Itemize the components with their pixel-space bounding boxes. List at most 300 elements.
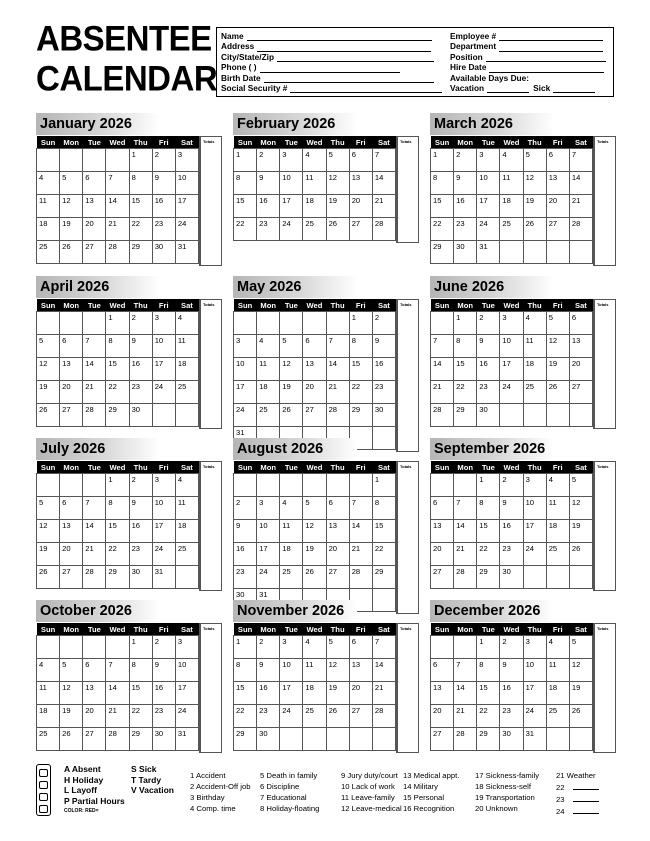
day-cell[interactable] [83, 312, 106, 335]
day-cell[interactable]: 30 [477, 404, 500, 427]
day-cell[interactable]: 29 [477, 728, 500, 751]
day-cell[interactable]: 3 [234, 335, 257, 358]
day-cell[interactable]: 26 [37, 404, 60, 427]
day-cell[interactable]: 23 [129, 381, 152, 404]
day-cell[interactable]: 7 [454, 659, 477, 682]
day-cell[interactable]: 29 [129, 728, 152, 751]
day-cell[interactable]: 7 [372, 149, 395, 172]
day-cell[interactable]: 9 [500, 659, 523, 682]
day-cell[interactable] [152, 404, 175, 427]
day-cell[interactable]: 19 [303, 543, 326, 566]
day-cell[interactable]: 21 [349, 543, 372, 566]
day-cell[interactable] [234, 474, 257, 497]
day-cell[interactable]: 7 [454, 497, 477, 520]
day-cell[interactable]: 31 [175, 241, 198, 264]
day-cell[interactable]: 22 [234, 705, 257, 728]
reason-blank-field[interactable] [573, 781, 599, 790]
day-cell[interactable]: 21 [454, 543, 477, 566]
day-cell[interactable]: 5 [37, 497, 60, 520]
day-cell[interactable]: 3 [152, 474, 175, 497]
day-cell[interactable]: 28 [454, 566, 477, 589]
day-cell[interactable]: 12 [303, 520, 326, 543]
birth-date-field[interactable] [264, 74, 434, 83]
day-cell[interactable]: 2 [372, 312, 395, 335]
day-cell[interactable]: 20 [431, 705, 454, 728]
day-cell[interactable]: 20 [349, 195, 372, 218]
day-cell[interactable]: 25 [523, 381, 546, 404]
day-cell[interactable]: 9 [129, 335, 152, 358]
day-cell[interactable]: 14 [106, 195, 129, 218]
day-cell[interactable]: 1 [349, 312, 372, 335]
day-cell[interactable]: 25 [175, 381, 198, 404]
day-cell[interactable]: 5 [326, 636, 349, 659]
day-cell[interactable] [523, 566, 546, 589]
day-cell[interactable]: 22 [349, 381, 372, 404]
day-cell[interactable]: 20 [569, 358, 592, 381]
day-cell[interactable]: 15 [477, 520, 500, 543]
day-cell[interactable]: 30 [152, 728, 175, 751]
day-cell[interactable]: 11 [175, 335, 198, 358]
day-cell[interactable]: 23 [500, 705, 523, 728]
day-cell[interactable]: 2 [152, 636, 175, 659]
day-cell[interactable]: 19 [280, 381, 303, 404]
day-cell[interactable]: 13 [83, 682, 106, 705]
day-cell[interactable] [60, 149, 83, 172]
day-cell[interactable]: 30 [152, 241, 175, 264]
day-cell[interactable] [303, 728, 326, 751]
day-cell[interactable]: 23 [234, 566, 257, 589]
day-cell[interactable]: 2 [454, 149, 477, 172]
day-cell[interactable]: 29 [129, 241, 152, 264]
day-cell[interactable]: 1 [372, 474, 395, 497]
day-cell[interactable]: 22 [106, 543, 129, 566]
day-cell[interactable]: 21 [106, 218, 129, 241]
day-cell[interactable]: 21 [569, 195, 592, 218]
day-cell[interactable]: 19 [326, 682, 349, 705]
day-cell[interactable]: 3 [523, 474, 546, 497]
day-cell[interactable]: 4 [303, 149, 326, 172]
day-cell[interactable]: 24 [175, 705, 198, 728]
day-cell[interactable]: 13 [431, 520, 454, 543]
day-cell[interactable]: 30 [234, 589, 257, 612]
day-cell[interactable]: 10 [523, 497, 546, 520]
day-cell[interactable]: 22 [129, 218, 152, 241]
day-cell[interactable]: 17 [477, 195, 500, 218]
day-cell[interactable]: 16 [454, 195, 477, 218]
day-cell[interactable]: 19 [569, 682, 592, 705]
day-cell[interactable]: 10 [477, 172, 500, 195]
day-cell[interactable]: 28 [372, 218, 395, 241]
day-cell[interactable]: 25 [546, 543, 569, 566]
day-cell[interactable]: 30 [129, 404, 152, 427]
day-cell[interactable]: 11 [175, 497, 198, 520]
day-cell[interactable]: 19 [569, 520, 592, 543]
day-cell[interactable]: 27 [303, 404, 326, 427]
day-cell[interactable]: 20 [546, 195, 569, 218]
day-cell[interactable]: 29 [106, 566, 129, 589]
day-cell[interactable]: 18 [500, 195, 523, 218]
day-cell[interactable]: 22 [477, 543, 500, 566]
day-cell[interactable]: 20 [431, 543, 454, 566]
day-cell[interactable]: 14 [569, 172, 592, 195]
day-cell[interactable] [454, 474, 477, 497]
day-cell[interactable]: 17 [234, 381, 257, 404]
day-cell[interactable]: 10 [152, 497, 175, 520]
day-cell[interactable]: 14 [83, 520, 106, 543]
day-cell[interactable]: 10 [523, 659, 546, 682]
day-cell[interactable]: 26 [280, 404, 303, 427]
day-cell[interactable] [546, 404, 569, 427]
day-cell[interactable]: 4 [303, 636, 326, 659]
day-cell[interactable]: 4 [175, 312, 198, 335]
day-cell[interactable]: 22 [477, 705, 500, 728]
day-cell[interactable]: 18 [303, 682, 326, 705]
day-cell[interactable] [37, 312, 60, 335]
day-cell[interactable]: 7 [106, 659, 129, 682]
day-cell[interactable]: 8 [477, 659, 500, 682]
day-cell[interactable]: 26 [37, 566, 60, 589]
day-cell[interactable]: 26 [569, 543, 592, 566]
day-cell[interactable]: 6 [569, 312, 592, 335]
day-cell[interactable]: 15 [106, 520, 129, 543]
day-cell[interactable]: 6 [431, 497, 454, 520]
day-cell[interactable]: 18 [37, 218, 60, 241]
day-cell[interactable]: 24 [477, 218, 500, 241]
day-cell[interactable] [83, 474, 106, 497]
day-cell[interactable] [500, 404, 523, 427]
day-cell[interactable] [303, 474, 326, 497]
day-cell[interactable]: 29 [477, 566, 500, 589]
day-cell[interactable]: 11 [257, 358, 280, 381]
reason-blank-field[interactable] [573, 805, 599, 814]
day-cell[interactable]: 24 [280, 218, 303, 241]
day-cell[interactable]: 5 [60, 172, 83, 195]
day-cell[interactable] [37, 149, 60, 172]
day-cell[interactable]: 26 [303, 566, 326, 589]
day-cell[interactable]: 2 [477, 312, 500, 335]
day-cell[interactable]: 15 [234, 195, 257, 218]
day-cell[interactable]: 17 [280, 195, 303, 218]
day-cell[interactable]: 12 [569, 497, 592, 520]
day-cell[interactable]: 6 [303, 335, 326, 358]
day-cell[interactable]: 1 [106, 474, 129, 497]
day-cell[interactable]: 7 [106, 172, 129, 195]
day-cell[interactable] [60, 312, 83, 335]
day-cell[interactable]: 27 [569, 381, 592, 404]
day-cell[interactable] [454, 636, 477, 659]
day-cell[interactable]: 26 [326, 218, 349, 241]
day-cell[interactable]: 11 [546, 659, 569, 682]
day-cell[interactable]: 20 [303, 381, 326, 404]
day-cell[interactable]: 13 [546, 172, 569, 195]
day-cell[interactable]: 12 [60, 682, 83, 705]
day-cell[interactable]: 15 [129, 682, 152, 705]
day-cell[interactable]: 24 [152, 543, 175, 566]
day-cell[interactable]: 10 [234, 358, 257, 381]
day-cell[interactable]: 24 [523, 543, 546, 566]
day-cell[interactable]: 11 [523, 335, 546, 358]
day-cell[interactable]: 31 [234, 427, 257, 450]
sick-field[interactable] [553, 84, 595, 93]
day-cell[interactable]: 24 [152, 381, 175, 404]
day-cell[interactable]: 29 [349, 404, 372, 427]
day-cell[interactable] [349, 728, 372, 751]
day-cell[interactable]: 12 [569, 659, 592, 682]
day-cell[interactable]: 13 [349, 172, 372, 195]
day-cell[interactable]: 12 [546, 335, 569, 358]
day-cell[interactable]: 19 [60, 705, 83, 728]
day-cell[interactable]: 21 [326, 381, 349, 404]
day-cell[interactable]: 19 [60, 218, 83, 241]
day-cell[interactable]: 3 [523, 636, 546, 659]
day-cell[interactable]: 23 [500, 543, 523, 566]
day-cell[interactable]: 16 [372, 358, 395, 381]
day-cell[interactable]: 9 [152, 172, 175, 195]
day-cell[interactable]: 25 [280, 566, 303, 589]
day-cell[interactable]: 1 [234, 636, 257, 659]
day-cell[interactable] [431, 636, 454, 659]
day-cell[interactable]: 21 [83, 381, 106, 404]
day-cell[interactable] [106, 636, 129, 659]
day-cell[interactable]: 9 [152, 659, 175, 682]
day-cell[interactable]: 31 [257, 589, 280, 612]
day-cell[interactable]: 5 [280, 335, 303, 358]
day-cell[interactable]: 21 [372, 682, 395, 705]
day-cell[interactable]: 27 [546, 218, 569, 241]
day-cell[interactable]: 26 [60, 241, 83, 264]
day-cell[interactable]: 18 [37, 705, 60, 728]
day-cell[interactable]: 19 [37, 543, 60, 566]
day-cell[interactable] [500, 241, 523, 264]
day-cell[interactable]: 1 [106, 312, 129, 335]
day-cell[interactable] [326, 312, 349, 335]
day-cell[interactable] [326, 728, 349, 751]
day-cell[interactable] [546, 728, 569, 751]
day-cell[interactable]: 31 [523, 728, 546, 751]
day-cell[interactable]: 6 [546, 149, 569, 172]
day-cell[interactable]: 16 [152, 195, 175, 218]
day-cell[interactable]: 17 [523, 682, 546, 705]
day-cell[interactable]: 10 [175, 172, 198, 195]
day-cell[interactable]: 12 [60, 195, 83, 218]
day-cell[interactable]: 14 [83, 358, 106, 381]
day-cell[interactable]: 18 [175, 358, 198, 381]
day-cell[interactable]: 6 [60, 335, 83, 358]
day-cell[interactable]: 16 [257, 682, 280, 705]
day-cell[interactable]: 8 [349, 335, 372, 358]
day-cell[interactable]: 12 [326, 659, 349, 682]
day-cell[interactable]: 16 [234, 543, 257, 566]
day-cell[interactable]: 10 [175, 659, 198, 682]
day-cell[interactable]: 27 [431, 566, 454, 589]
day-cell[interactable]: 11 [37, 682, 60, 705]
day-cell[interactable]: 4 [546, 636, 569, 659]
day-cell[interactable]: 26 [546, 381, 569, 404]
day-cell[interactable]: 7 [372, 636, 395, 659]
day-cell[interactable]: 6 [83, 659, 106, 682]
day-cell[interactable]: 11 [303, 659, 326, 682]
day-cell[interactable]: 6 [349, 636, 372, 659]
day-cell[interactable]: 21 [372, 195, 395, 218]
day-cell[interactable] [569, 404, 592, 427]
day-cell[interactable]: 12 [523, 172, 546, 195]
day-cell[interactable]: 27 [349, 218, 372, 241]
day-cell[interactable]: 28 [431, 404, 454, 427]
day-cell[interactable]: 21 [431, 381, 454, 404]
position-field[interactable] [486, 53, 606, 62]
day-cell[interactable] [569, 728, 592, 751]
day-cell[interactable]: 24 [234, 404, 257, 427]
day-cell[interactable]: 10 [152, 335, 175, 358]
day-cell[interactable]: 8 [234, 659, 257, 682]
day-cell[interactable]: 31 [152, 566, 175, 589]
day-cell[interactable]: 9 [129, 497, 152, 520]
day-cell[interactable]: 5 [523, 149, 546, 172]
day-cell[interactable]: 11 [546, 497, 569, 520]
day-cell[interactable]: 31 [175, 728, 198, 751]
day-cell[interactable]: 13 [60, 358, 83, 381]
day-cell[interactable] [106, 149, 129, 172]
name-field[interactable] [247, 32, 432, 41]
day-cell[interactable]: 16 [500, 682, 523, 705]
day-cell[interactable]: 13 [60, 520, 83, 543]
day-cell[interactable]: 28 [372, 705, 395, 728]
day-cell[interactable]: 25 [546, 705, 569, 728]
day-cell[interactable]: 8 [431, 172, 454, 195]
day-cell[interactable]: 10 [280, 659, 303, 682]
day-cell[interactable]: 6 [431, 659, 454, 682]
day-cell[interactable]: 15 [234, 682, 257, 705]
day-cell[interactable]: 4 [546, 474, 569, 497]
day-cell[interactable]: 16 [257, 195, 280, 218]
day-cell[interactable]: 3 [500, 312, 523, 335]
day-cell[interactable]: 9 [372, 335, 395, 358]
day-cell[interactable]: 15 [349, 358, 372, 381]
day-cell[interactable] [37, 474, 60, 497]
day-cell[interactable]: 8 [477, 497, 500, 520]
day-cell[interactable]: 28 [83, 404, 106, 427]
day-cell[interactable]: 17 [175, 682, 198, 705]
day-cell[interactable]: 18 [546, 520, 569, 543]
day-cell[interactable]: 14 [326, 358, 349, 381]
day-cell[interactable]: 23 [372, 381, 395, 404]
day-cell[interactable]: 4 [37, 659, 60, 682]
day-cell[interactable]: 12 [280, 358, 303, 381]
day-cell[interactable]: 8 [454, 335, 477, 358]
reason-blank-field[interactable] [573, 793, 599, 802]
day-cell[interactable]: 5 [569, 474, 592, 497]
day-cell[interactable]: 8 [106, 497, 129, 520]
day-cell[interactable]: 6 [60, 497, 83, 520]
day-cell[interactable]: 22 [234, 218, 257, 241]
day-cell[interactable]: 25 [303, 705, 326, 728]
day-cell[interactable]: 22 [454, 381, 477, 404]
day-cell[interactable]: 20 [60, 381, 83, 404]
day-cell[interactable]: 1 [129, 149, 152, 172]
day-cell[interactable]: 23 [477, 381, 500, 404]
day-cell[interactable]: 11 [303, 172, 326, 195]
day-cell[interactable]: 30 [500, 566, 523, 589]
day-cell[interactable]: 26 [569, 705, 592, 728]
day-cell[interactable]: 19 [546, 358, 569, 381]
day-cell[interactable]: 5 [303, 497, 326, 520]
day-cell[interactable]: 12 [326, 172, 349, 195]
day-cell[interactable]: 13 [326, 520, 349, 543]
day-cell[interactable]: 9 [500, 497, 523, 520]
day-cell[interactable]: 30 [129, 566, 152, 589]
day-cell[interactable]: 28 [349, 566, 372, 589]
day-cell[interactable]: 7 [83, 497, 106, 520]
day-cell[interactable]: 25 [175, 543, 198, 566]
day-cell[interactable]: 3 [280, 636, 303, 659]
day-cell[interactable]: 27 [60, 404, 83, 427]
day-cell[interactable]: 5 [326, 149, 349, 172]
vacation-field[interactable] [487, 84, 529, 93]
day-cell[interactable] [175, 566, 198, 589]
day-cell[interactable]: 17 [523, 520, 546, 543]
address-field[interactable] [257, 43, 431, 52]
day-cell[interactable]: 11 [37, 195, 60, 218]
day-cell[interactable]: 17 [152, 520, 175, 543]
day-cell[interactable]: 29 [106, 404, 129, 427]
day-cell[interactable]: 14 [454, 520, 477, 543]
day-cell[interactable]: 7 [569, 149, 592, 172]
day-cell[interactable]: 20 [83, 705, 106, 728]
day-cell[interactable]: 2 [234, 497, 257, 520]
day-cell[interactable]: 4 [37, 172, 60, 195]
day-cell[interactable]: 2 [129, 474, 152, 497]
day-cell[interactable]: 28 [106, 728, 129, 751]
day-cell[interactable]: 24 [175, 218, 198, 241]
day-cell[interactable]: 29 [234, 728, 257, 751]
day-cell[interactable]: 18 [175, 520, 198, 543]
day-cell[interactable]: 24 [280, 705, 303, 728]
day-cell[interactable]: 1 [234, 149, 257, 172]
day-cell[interactable]: 23 [257, 705, 280, 728]
day-cell[interactable]: 27 [60, 566, 83, 589]
day-cell[interactable]: 19 [523, 195, 546, 218]
day-cell[interactable] [83, 636, 106, 659]
day-cell[interactable]: 5 [60, 659, 83, 682]
day-cell[interactable]: 14 [372, 172, 395, 195]
day-cell[interactable] [303, 312, 326, 335]
ssn-field[interactable] [290, 84, 442, 93]
day-cell[interactable]: 25 [500, 218, 523, 241]
day-cell[interactable]: 22 [372, 543, 395, 566]
day-cell[interactable]: 10 [500, 335, 523, 358]
day-cell[interactable]: 7 [431, 335, 454, 358]
day-cell[interactable]: 23 [129, 543, 152, 566]
day-cell[interactable]: 31 [477, 241, 500, 264]
day-cell[interactable]: 1 [431, 149, 454, 172]
day-cell[interactable]: 25 [37, 241, 60, 264]
day-cell[interactable] [234, 312, 257, 335]
day-cell[interactable]: 15 [431, 195, 454, 218]
day-cell[interactable]: 30 [257, 728, 280, 751]
day-cell[interactable] [569, 241, 592, 264]
day-cell[interactable]: 16 [477, 358, 500, 381]
day-cell[interactable]: 3 [280, 149, 303, 172]
day-cell[interactable]: 19 [326, 195, 349, 218]
day-cell[interactable]: 16 [129, 520, 152, 543]
day-cell[interactable]: 25 [257, 404, 280, 427]
day-cell[interactable]: 6 [326, 497, 349, 520]
day-cell[interactable]: 8 [372, 497, 395, 520]
day-cell[interactable]: 16 [129, 358, 152, 381]
day-cell[interactable] [326, 474, 349, 497]
day-cell[interactable]: 2 [500, 474, 523, 497]
day-cell[interactable]: 28 [569, 218, 592, 241]
